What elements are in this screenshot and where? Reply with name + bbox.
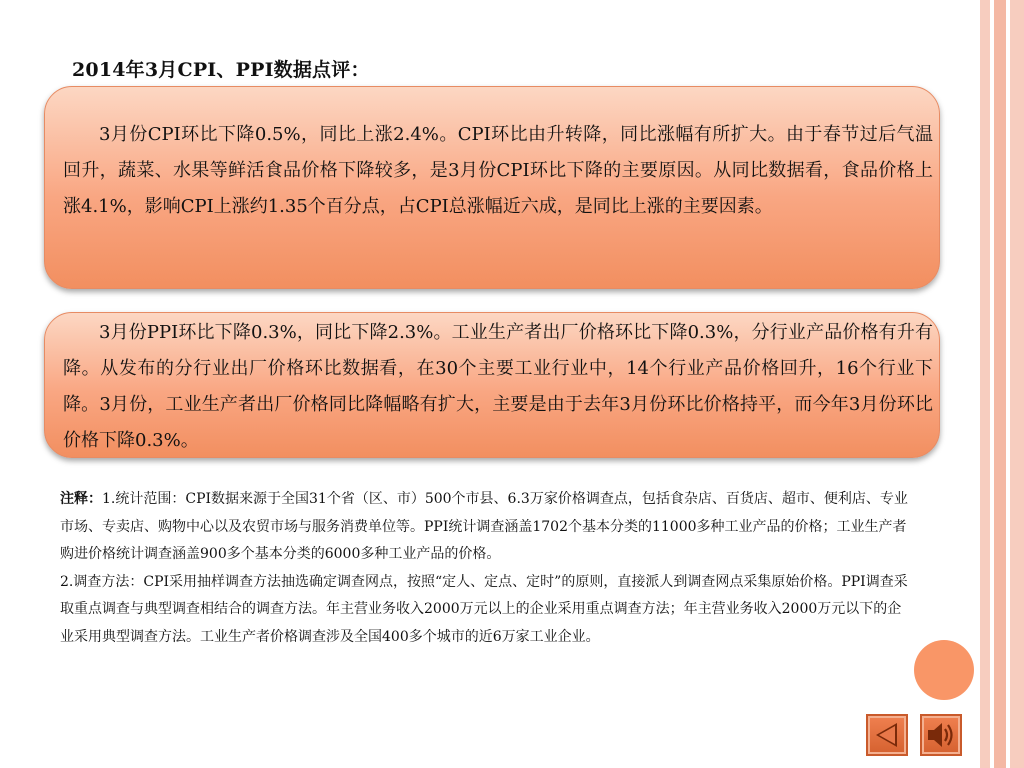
back-button[interactable]: [866, 714, 908, 756]
notes-block: [60, 486, 910, 651]
note-1: [60, 486, 910, 569]
note-1-text: 1.统计范围：CPI数据来源于全国31个省（区、市）500个市县、6.3万家价格调查点，包括食杂店、百货店、超市、便利店、专业市场、专卖店、购物中心以及农贸市场与服务消费单位等。PPI统计调查涵盖1702个基本分类的11000多种工业产品的价格；工业生产者购进价格统计调查涵盖900多个基本分类的6000多种工业产品的价格。: [60, 491, 908, 562]
ppi-card: [44, 312, 940, 458]
note-2: 2.调查方法：CPI采用抽样调查方法抽选确定调查网点，按照“定人、定点、定时”的原则，直接派人到调查网点采集原始价格。PPI调查采取重点调查与典型调查相结合的调查方法。年主营业务收入2000万元以上的企业采用重点调查方法；年主营业务收入2000万元以下的企业采用典型调查方法。工业生产者价格调查涉及全国400多个城市的近6万家工业企业。: [60, 573, 908, 645]
sound-button[interactable]: [920, 714, 962, 756]
cpi-paragraph: 3月份CPI环比下降0.5%，同比上涨2.4%。CPI环比由升转降，同比涨幅有所扩大。由于春节过后气温回升，蔬菜、水果等鲜活食品价格下降较多，是3月份CPI环比下降的主要原因。从同比数据看，食品价格上涨4.1%，影响CPI上涨约1.35个百分点，占CPI总涨幅近六成，是同比上涨的主要因素。: [63, 124, 933, 217]
side-stripe: [994, 0, 1006, 768]
side-stripe: [980, 0, 990, 768]
notes-label: 注释：: [60, 491, 102, 507]
back-arrow-icon: [868, 716, 906, 754]
side-stripe: [1010, 0, 1024, 768]
cpi-card: [44, 86, 940, 289]
slide-title: 2014年3月CPI、PPI数据点评：: [72, 59, 370, 81]
decorative-circle: [914, 640, 974, 700]
ppi-paragraph: 3月份PPI环比下降0.3%，同比下降2.3%。工业生产者出厂价格环比下降0.3%，分行业产品价格有升有降。从发布的分行业出厂价格环比数据看，在30个主要工业行业中，14个行业产品价格回升，16个行业下降。3月份，工业生产者出厂价格同比降幅略有扩大，主要是由于去年3月份环比价格持平，而今年3月份环比价格下降0.3%。: [63, 322, 933, 451]
speaker-icon: [922, 716, 960, 754]
